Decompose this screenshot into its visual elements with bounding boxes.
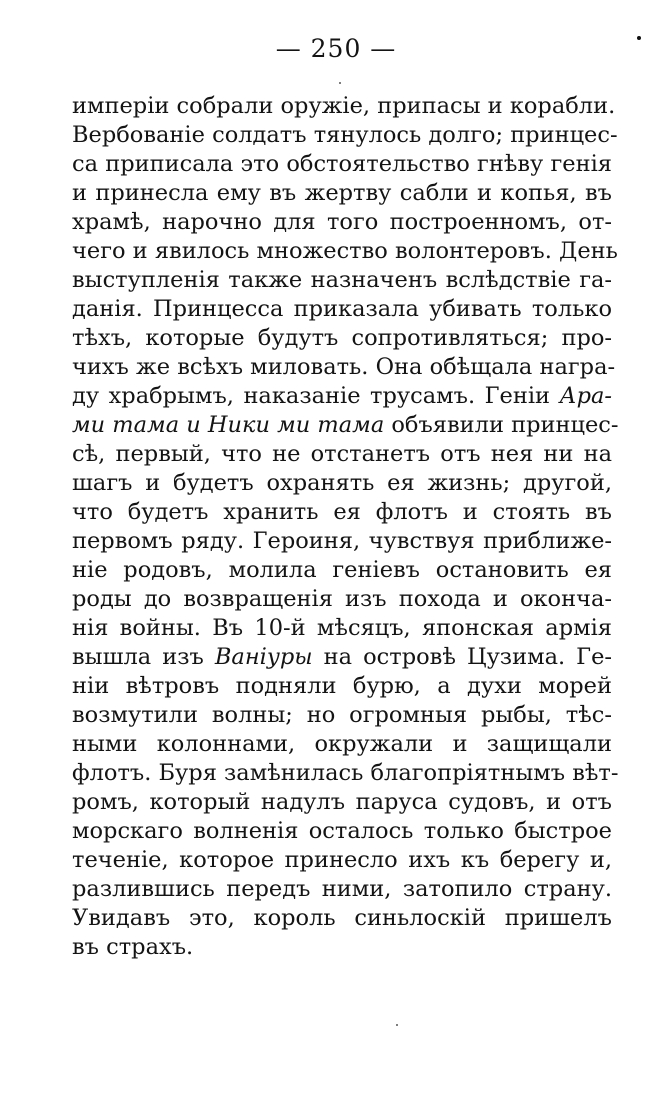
- text-line: тѣхъ, которые будутъ сопротивляться; про-: [72, 325, 612, 351]
- page-number: — 250 —: [275, 34, 397, 63]
- corner-ink-dot: [637, 36, 641, 40]
- text-line: выступленія также назначенъ вслѣдствіе га-: [72, 267, 612, 293]
- italic-name: ми тама и: [72, 412, 201, 438]
- text-line: въ страхъ.: [72, 934, 194, 960]
- text-line: разлившись передъ ними, затопило страну.: [72, 876, 612, 902]
- text-line: морскаго волненія осталось только быстрое: [72, 818, 612, 844]
- text-line: и принесла ему въ жертву сабли и копья, въ: [72, 180, 612, 206]
- text-line: роды до возвращенія изъ похода и оконча-: [72, 586, 612, 612]
- text-line: Увидавъ это, король синьлоскій пришелъ: [72, 905, 612, 931]
- text-line: ніи вѣтровъ подняли бурю, а духи морей: [72, 673, 612, 699]
- text-line: нія войны. Въ 10-й мѣсяцъ, японская армія: [72, 615, 612, 641]
- text-line: чихъ же всѣхъ миловать. Она обѣщала награ-: [72, 354, 616, 380]
- text-line: [72, 411, 619, 440]
- body-text: [72, 92, 619, 962]
- text-line: сѣ, первый, что не отстанетъ отъ нея ни на: [72, 441, 612, 467]
- text-segment: объявили принцес-: [391, 412, 619, 438]
- text-line: первомъ ряду. Героиня, чувствуя приближе-: [72, 528, 612, 554]
- text-line: [72, 643, 612, 672]
- text-line: са приписала это обстоятельство гнѣву генія: [72, 151, 612, 177]
- text-line: [72, 382, 612, 411]
- ink-speck: [396, 1024, 398, 1026]
- text-line: имперіи собрали оружіе, припасы и корабли.: [72, 93, 616, 119]
- text-line: теченіе, которое принесло ихъ къ берегу и,: [72, 847, 612, 873]
- italic-name: Ваніуры: [214, 644, 313, 670]
- italic-name: Ара-: [559, 383, 612, 409]
- text-segment: ду храбрымъ, наказаніе трусамъ. Геніи: [72, 383, 551, 409]
- text-line: чего и явилось множество волонтеровъ. День: [72, 238, 618, 264]
- italic-name: Ники ми тама: [207, 412, 385, 438]
- ink-speck: [339, 82, 341, 84]
- text-line: данія. Принцесса приказала убивать только: [72, 296, 612, 322]
- text-segment: на островѣ Цузима. Ге-: [323, 644, 612, 670]
- text-line: флотъ. Буря замѣнилась благопріятнымъ вѣт-: [72, 760, 619, 786]
- text-line: храмѣ, нарочно для того построенномъ, от-: [72, 209, 612, 235]
- text-line: Вербованіе солдатъ тянулось долго; принцес-: [72, 122, 618, 148]
- text-segment: вышла изъ: [72, 644, 204, 670]
- text-line: ромъ, который надулъ паруса судовъ, и отъ: [72, 789, 612, 815]
- text-line: возмутили волны; но огромныя рыбы, тѣс-: [72, 702, 612, 728]
- text-line: ными колоннами, окружали и защищали: [72, 731, 612, 757]
- text-line: ніе родовъ, молила геніевъ остановить ея: [72, 557, 612, 583]
- text-line: что будетъ хранить ея флотъ и стоять въ: [72, 499, 612, 525]
- text-line: шагъ и будетъ охранять ея жизнь; другой,: [72, 470, 612, 496]
